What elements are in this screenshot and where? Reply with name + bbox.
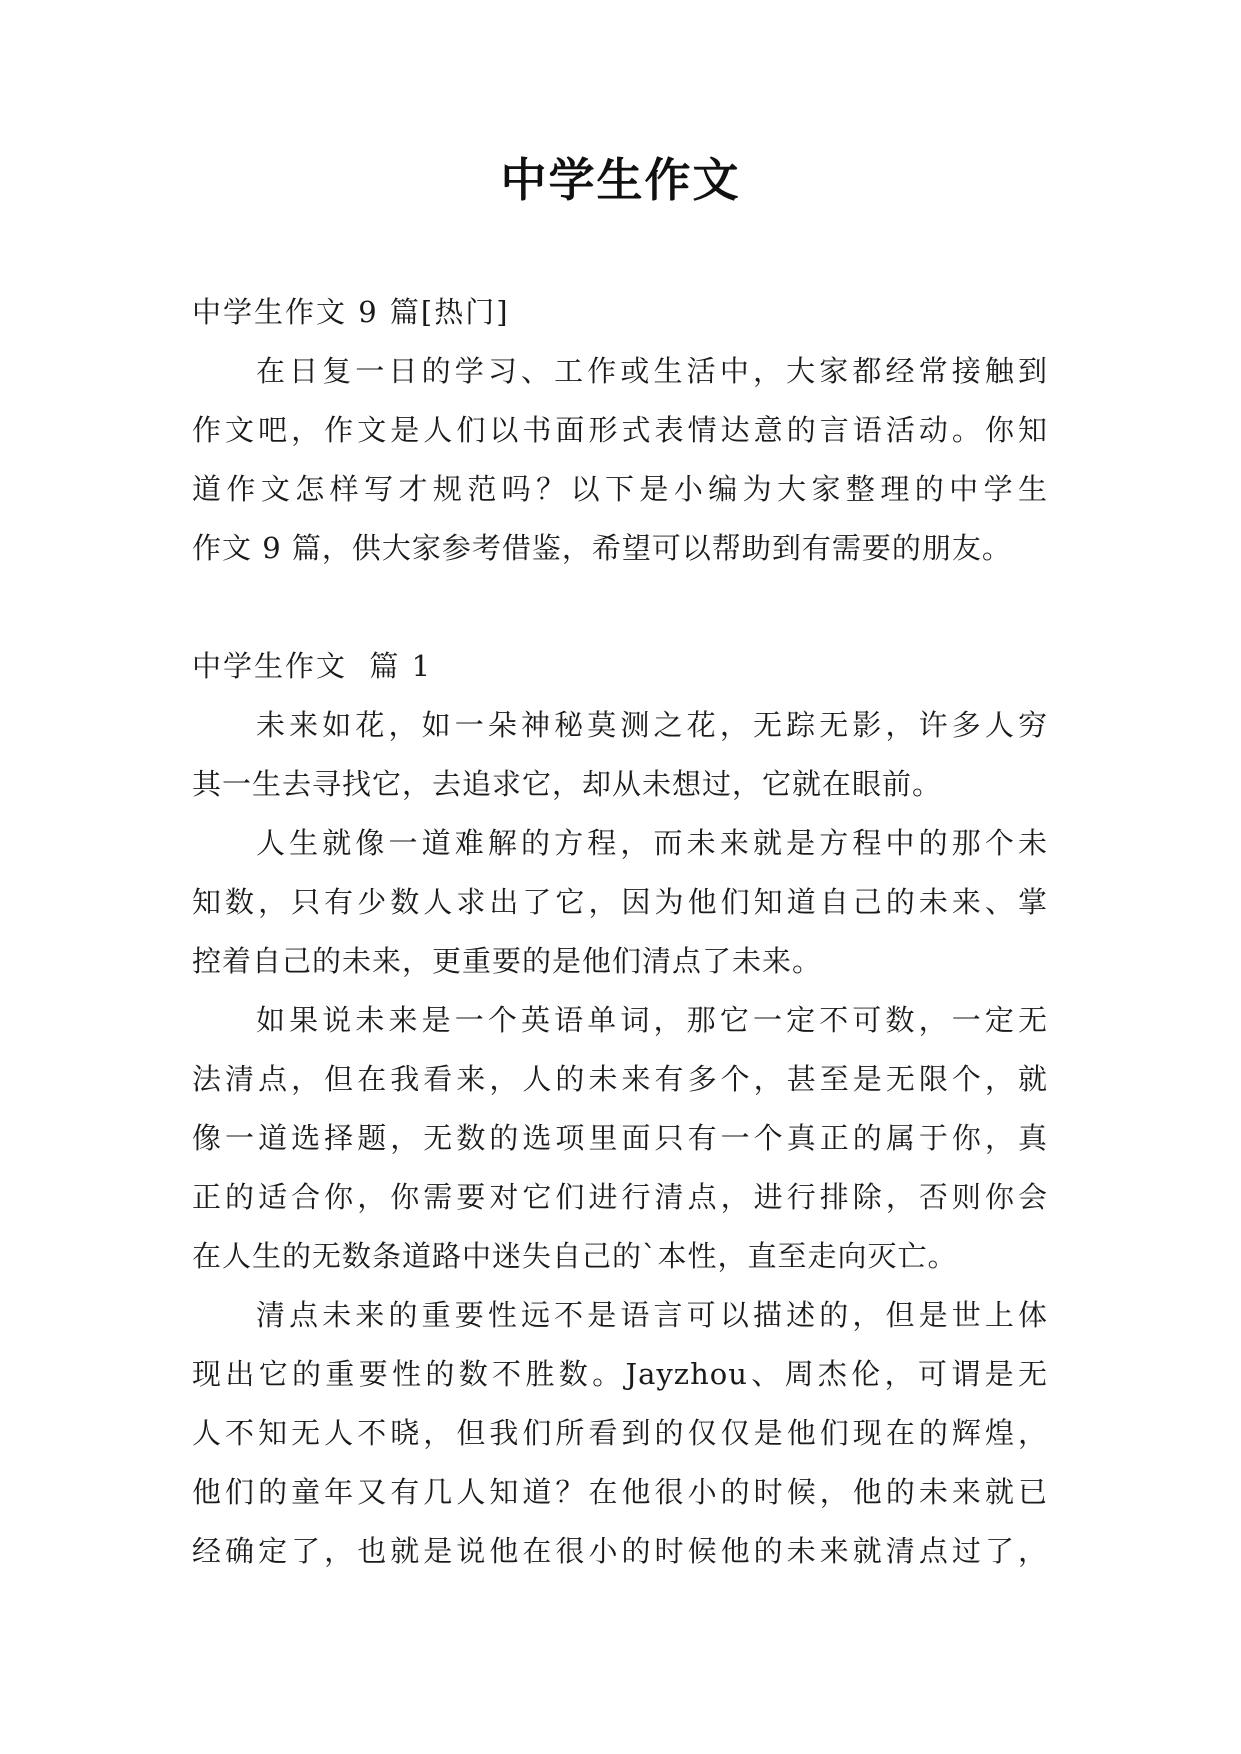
paragraph-line: 正的适合你，你需要对它们进行清点，进行排除，否则你会 bbox=[192, 1180, 1048, 1214]
section-heading: 中学生作文 篇 1 bbox=[192, 649, 433, 683]
paragraph-line: 人不知无人不晓，但我们所看到的仅仅是他们现在的辉煌， bbox=[192, 1416, 1048, 1450]
paragraph-line: 像一道选择题，无数的选项里面只有一个真正的属于你，真 bbox=[192, 1121, 1048, 1155]
document-subtitle: 中学生作文 9 篇[热门] bbox=[192, 295, 510, 329]
intro-line: 作文吧，作文是人们以书面形式表情达意的言语活动。你知 bbox=[192, 413, 1048, 447]
paragraph-line: 知数，只有少数人求出了它，因为他们知道自己的未来、掌 bbox=[192, 885, 1048, 919]
paragraph-line: 其一生去寻找它，去追求它，却从未想过，它就在眼前。 bbox=[192, 767, 943, 801]
paragraph-line: 如果说未来是一个英语单词，那它一定不可数，一定无 bbox=[256, 1003, 1048, 1037]
paragraph-line: 法清点，但在我看来，人的未来有多个，甚至是无限个，就 bbox=[192, 1062, 1048, 1096]
paragraph-line: 未来如花，如一朵神秘莫测之花，无踪无影，许多人穷 bbox=[256, 708, 1048, 742]
paragraph-line: 他们的童年又有几人知道？在他很小的时候，他的未来就已 bbox=[192, 1475, 1048, 1509]
intro-line: 在日复一日的学习、工作或生活中，大家都经常接触到 bbox=[256, 354, 1048, 388]
paragraph-line: 人生就像一道难解的方程，而未来就是方程中的那个未 bbox=[256, 826, 1048, 860]
paragraph-line: 经确定了，也就是说他在很小的时候他的未来就清点过了， bbox=[192, 1534, 1048, 1568]
intro-line: 作文 9 篇，供大家参考借鉴，希望可以帮助到有需要的朋友。 bbox=[192, 531, 1012, 565]
document-body bbox=[192, 283, 1048, 1581]
paragraph-line: 控着自己的未来，更重要的是他们清点了未来。 bbox=[192, 944, 823, 978]
paragraph-line: 清点未来的重要性远不是语言可以描述的，但是世上体 bbox=[256, 1298, 1048, 1332]
paragraph-line: 在人生的无数条道路中迷失自己的`本性，直至走向灭亡。 bbox=[192, 1239, 958, 1273]
section-spacer bbox=[192, 578, 1048, 637]
paragraph-line: 现出它的重要性的数不胜数。Jayzhou、周杰伦，可谓是无 bbox=[192, 1357, 1048, 1391]
document-title: 中学生作文 bbox=[500, 153, 741, 207]
intro-line: 道作文怎样写才规范吗？以下是小编为大家整理的中学生 bbox=[192, 472, 1048, 506]
